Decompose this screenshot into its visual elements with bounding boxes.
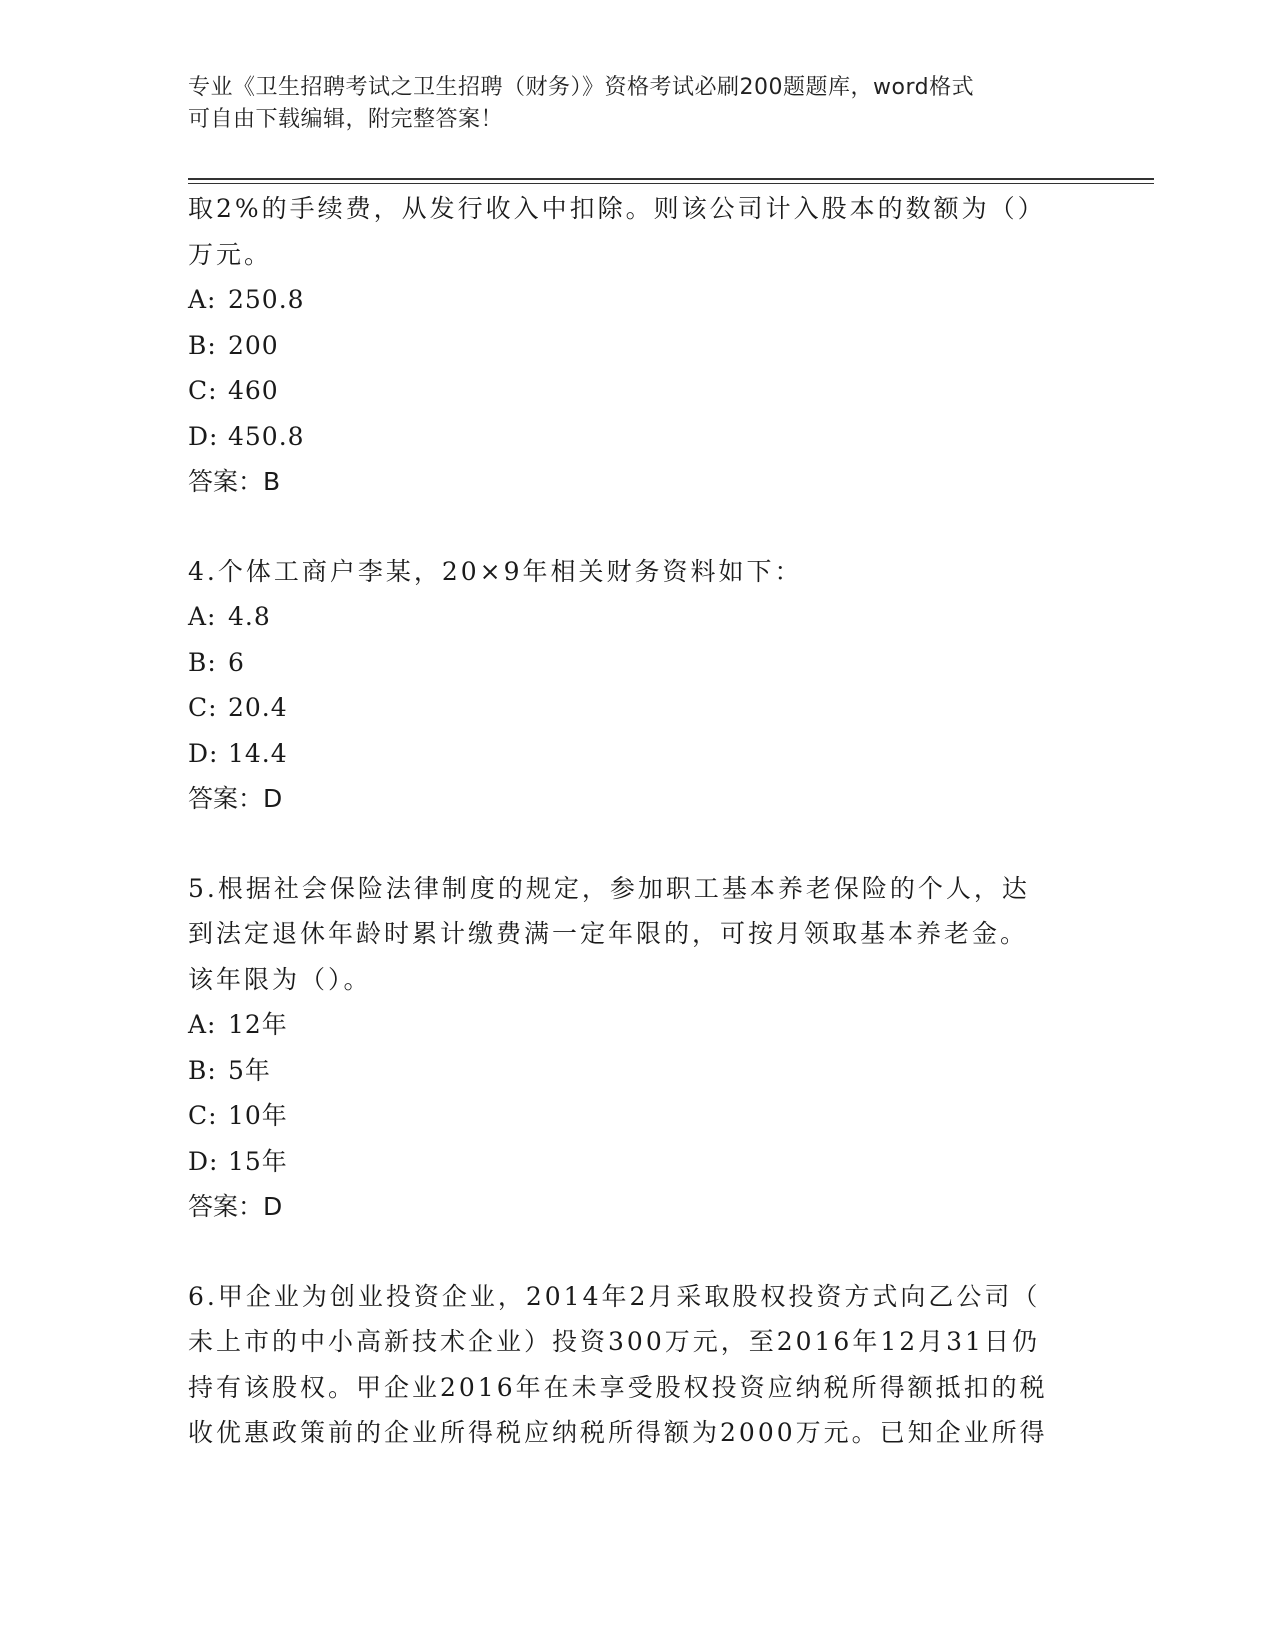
- option-d: [188, 731, 1088, 777]
- option-value: 14.4: [228, 738, 288, 768]
- option-value: 450.8: [228, 421, 305, 451]
- option-letter: D:: [188, 421, 219, 451]
- option-value: 6: [228, 647, 245, 677]
- option-letter: A:: [188, 602, 217, 631]
- question-text-line: 该年限为（）。: [188, 964, 372, 994]
- header-divider: [188, 178, 1154, 184]
- answer-line: 答案：B: [188, 467, 281, 496]
- option-letter: A:: [188, 285, 217, 314]
- document-body: [188, 186, 1088, 1456]
- option-value: 20.4: [228, 693, 288, 722]
- option-value: 5年: [228, 1055, 271, 1085]
- option-a: [188, 1002, 1088, 1048]
- option-letter: A:: [188, 1010, 217, 1039]
- option-letter: C:: [188, 376, 218, 405]
- option-letter: B:: [188, 647, 217, 677]
- question-text-line: 4.个体工商户李某，20×9年相关财务资料如下：: [188, 556, 803, 586]
- answer-line: 答案：D: [188, 1192, 283, 1221]
- header-line-2: 可自由下载编辑，附完整答案！: [188, 107, 504, 132]
- option-c: [188, 1093, 1088, 1139]
- header-line-1: 专业《卫生招聘考试之卫生招聘（财务）》资格考试必刷200题题库，word格式: [188, 75, 975, 100]
- question-text-line: 5.根据社会保险法律制度的规定，参加职工基本养老保险的个人，达: [188, 873, 1030, 903]
- question-block-5: [188, 866, 1088, 1230]
- question-text-line: 到法定退休年龄时累计缴费满一定年限的，可按月领取基本养老金。: [188, 919, 1029, 948]
- option-letter: D:: [188, 738, 219, 768]
- option-c: [188, 685, 1088, 731]
- question-text-line: 持有该股权。甲企业2016年在未享受股权投资应纳税所得额抵扣的税: [188, 1372, 1048, 1402]
- question-text-line: 收优惠政策前的企业所得税应纳税所得额为2000万元。已知企业所得: [188, 1418, 1048, 1447]
- option-d: [188, 1139, 1088, 1185]
- option-value: 250.8: [228, 285, 305, 314]
- option-b: [188, 323, 1088, 369]
- question-block-4: [188, 549, 1088, 822]
- option-d: [188, 414, 1088, 460]
- option-letter: D:: [188, 1146, 219, 1176]
- option-value: 4.8: [228, 602, 271, 631]
- option-c: [188, 368, 1088, 414]
- option-letter: C:: [188, 1101, 218, 1130]
- option-b: [188, 640, 1088, 686]
- option-value: 15年: [228, 1146, 288, 1176]
- question-text-line: 取2%的手续费，从发行收入中扣除。则该公司计入股本的数额为（）: [188, 194, 1046, 223]
- question-text-line: 万元。: [188, 239, 273, 269]
- option-letter: B:: [188, 330, 217, 360]
- question-block-6: [188, 1274, 1088, 1456]
- option-letter: B:: [188, 1055, 217, 1085]
- page-header: [188, 72, 1088, 136]
- question-text-line: 未上市的中小高新技术企业）投资300万元，至2016年12月31日仍: [188, 1327, 1040, 1356]
- option-value: 460: [228, 376, 279, 405]
- question-block-3: [188, 186, 1088, 505]
- option-value: 12年: [228, 1010, 288, 1039]
- option-a: [188, 277, 1088, 323]
- option-value: 200: [228, 330, 279, 360]
- option-value: 10年: [228, 1101, 288, 1130]
- option-a: [188, 594, 1088, 640]
- option-letter: C:: [188, 693, 218, 722]
- option-b: [188, 1048, 1088, 1094]
- answer-line: 答案：D: [188, 784, 283, 813]
- question-text-line: 6.甲企业为创业投资企业，2014年2月采取股权投资方式向乙公司（: [188, 1281, 1041, 1311]
